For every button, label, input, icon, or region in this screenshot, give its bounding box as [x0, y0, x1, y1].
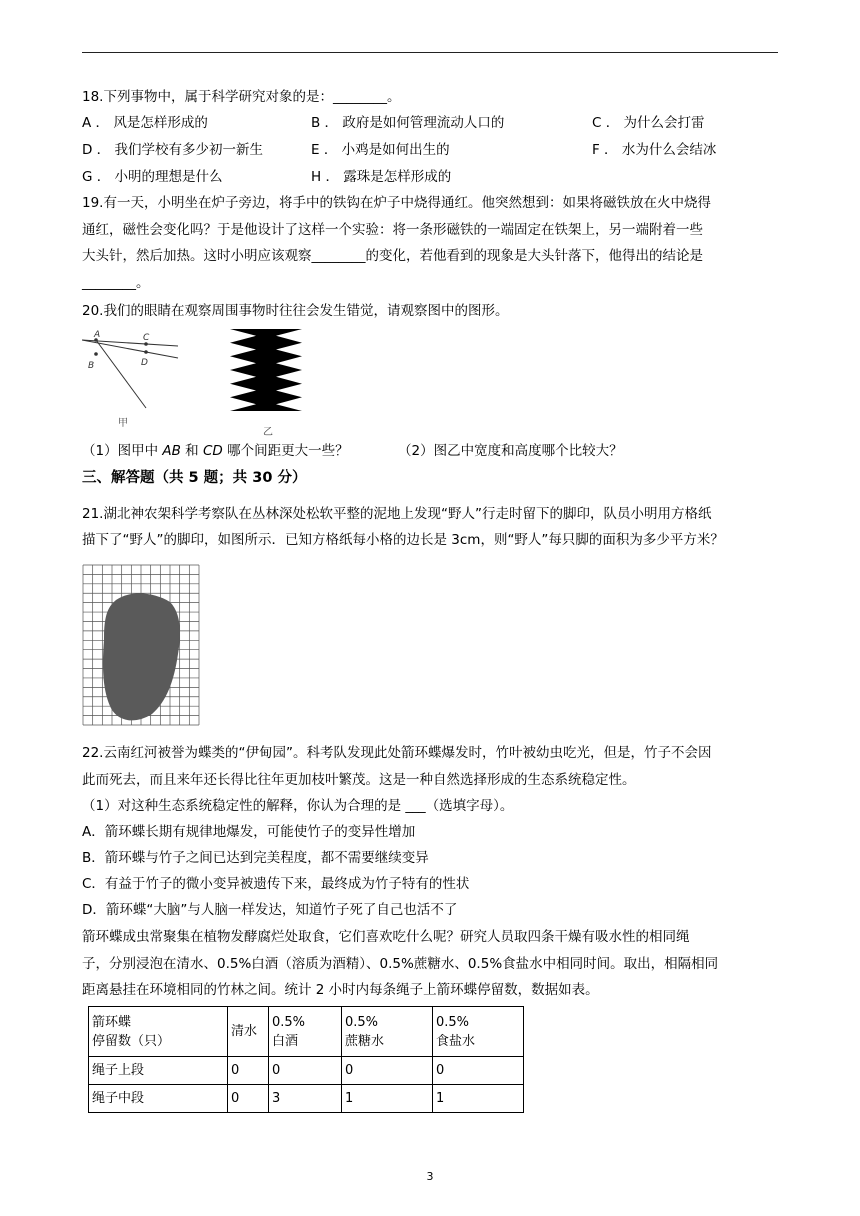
q18-stem: 18.下列事物中，属于科学研究对象的是：________。	[82, 89, 401, 105]
table-header-col-4: 0.5% 食盐水	[433, 1007, 524, 1057]
q20-stem: 20.我们的眼睛在观察周围事物时往往会发生错觉，请观察图中的图形。	[82, 303, 509, 319]
q22-subquestion-1: （1）对这种生态系统稳定性的解释，你认为合理的是 ___（选填字母）。	[82, 798, 514, 814]
butterfly-data-table	[88, 1006, 524, 1113]
q22-option-b: B．箭环蝶与竹子之间已达到完美程度，都不需要继续变异	[82, 850, 429, 866]
q18-option-e: E ． 小鸡是如何出生的	[311, 142, 450, 158]
figure-jia-lines	[82, 328, 182, 424]
table-cell: 1	[433, 1085, 524, 1113]
point-b-dot	[94, 352, 98, 356]
table-row	[89, 1057, 524, 1085]
point-a-label: A	[94, 330, 101, 340]
q20-subquestion-2: （2）图乙中宽度和高度哪个比较大？	[398, 443, 623, 459]
q18-option-c: C ． 为什么会打雷	[592, 115, 705, 131]
q18-option-h: H ． 露珠是怎样形成的	[311, 169, 452, 185]
figure-yi-zigzag	[230, 329, 302, 411]
q22-option-d: D．箭环蝶“大脑”与人脑一样发达，知道竹子死了自己也活不了	[82, 902, 458, 918]
q19-line-1: 19.有一天，小明坐在炉子旁边，将手中的铁钩在炉子中烧得通红。他突然想到：如果将磁铁放在火中烧得	[82, 195, 711, 211]
q22-para-line-1: 箭环蝶成虫常聚集在植物发酵腐烂处取食，它们喜欢吃什么呢？研究人员取四条干燥有吸水性的相同绳	[82, 929, 690, 945]
table-header-row	[89, 1007, 524, 1057]
table-header-col-2: 0.5% 白酒	[269, 1007, 342, 1057]
table-cell: 3	[269, 1085, 342, 1113]
point-b-label: B	[88, 361, 95, 371]
header-rule	[82, 52, 778, 53]
table-header-label: 箭环蝶 停留数（只）	[89, 1007, 228, 1057]
table-cell: 0	[269, 1057, 342, 1085]
q22-option-c: C．有益于竹子的微小变异被遗传下来，最终成为竹子特有的性状	[82, 876, 470, 892]
figure-yi-label: 乙	[263, 427, 273, 438]
q22-line-1: 22.云南红河被誉为蝶类的“伊甸园”。科考队发现此处箭环蝶爆发时，竹叶被幼虫吃光，但是，竹子不会因	[82, 745, 712, 761]
q22-para-line-2: 子，分别浸泡在清水、0.5%白酒（溶质为酒精）、0.5%蔗糖水、0.5%食盐水中相同时间。取出，相隔相同	[82, 956, 719, 972]
zigzag-shape	[230, 329, 302, 411]
q18-option-g: G ． 小明的理想是什么	[82, 169, 223, 185]
table-header-col-1: 清水	[228, 1007, 269, 1057]
table-cell: 0	[342, 1057, 433, 1085]
table-cell: 0	[228, 1057, 269, 1085]
q18-option-f: F ． 水为什么会结冰	[592, 142, 717, 158]
footprint-shape	[103, 593, 180, 720]
table-cell: 1	[342, 1085, 433, 1113]
q18-option-a: A ． 风是怎样形成的	[82, 115, 208, 131]
table-cell: 0	[433, 1057, 524, 1085]
q18-option-b: B ． 政府是如何管理流动人口的	[311, 115, 505, 131]
footprint-grid-figure	[82, 564, 200, 726]
figure-jia-label: 甲	[118, 418, 128, 429]
point-c-label: C	[143, 333, 150, 343]
table-row-label: 绳子上段	[89, 1057, 228, 1085]
q18-option-d: D ． 我们学校有多少初一新生	[82, 142, 263, 158]
q21-line-2: 描下了“野人”的脚印，如图所示．已知方格纸每小格的边长是 3cm，则“野人”每只脚的面积为多少平方米？	[82, 532, 724, 548]
q22-para-line-3: 距离悬挂在环境相同的竹林之间。统计 2 小时内每条绳子上箭环蝶停留数，数据如表。	[82, 982, 599, 998]
q22-option-a: A．箭环蝶长期有规律地爆发，可能使竹子的变异性增加	[82, 824, 416, 840]
q22-line-2: 此而死去，而且来年还长得比往年更加枝叶繁茂。这是一种自然选择形成的生态系统稳定性。	[82, 772, 636, 788]
table-row-label: 绳子中段	[89, 1085, 228, 1113]
q19-line-4: ________。	[82, 275, 150, 291]
section-3-title: 三、解答题（共 5 题；共 30 分）	[82, 470, 307, 486]
q19-line-3: 大头针，然后加热。这时小明应该观察________的变化，若他看到的现象是大头针落下，他得出的结论是	[82, 248, 703, 264]
table-cell: 0	[228, 1085, 269, 1113]
page-number: 3	[426, 1170, 434, 1183]
table-header-col-3: 0.5% 蔗糖水	[342, 1007, 433, 1057]
point-d-dot	[144, 350, 148, 354]
q20-subquestion-1: （1）图甲中 AB 和 CD 哪个间距更大一些？	[82, 443, 349, 459]
q19-line-2: 通红，磁性会变化吗？于是他设计了这样一个实验：将一条形磁铁的一端固定在铁架上，另一端附着一些	[82, 222, 703, 238]
table-row	[89, 1085, 524, 1113]
q21-line-1: 21.湖北神农架科学考察队在丛林深处松软平整的泥地上发现“野人”行走时留下的脚印，队员小明用方格纸	[82, 506, 712, 522]
point-d-label: D	[141, 358, 148, 368]
